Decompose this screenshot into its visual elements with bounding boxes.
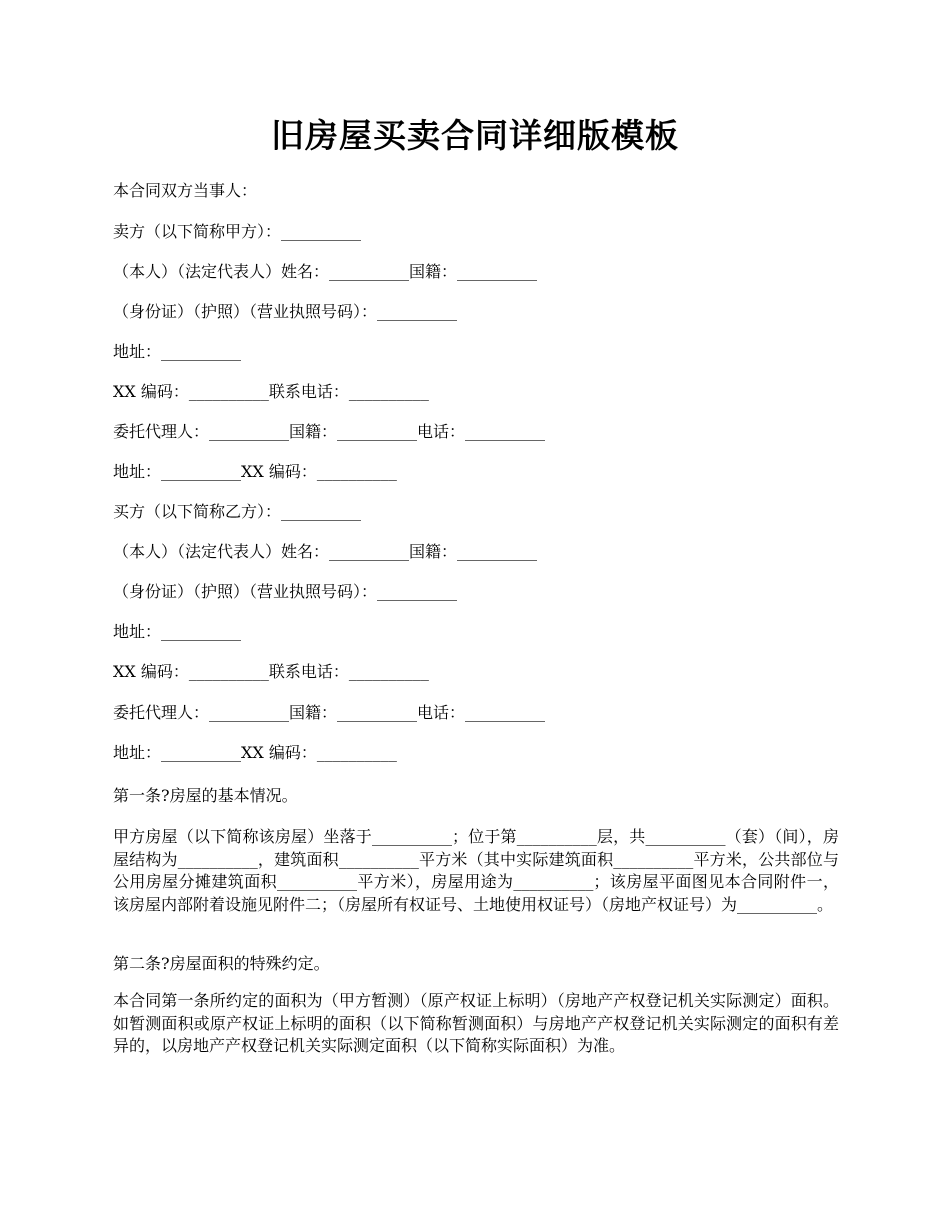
article-2-body: 本合同第一条所约定的面积为（甲方暂测）（原产权证上标明）（房地产产权登记机关实际测定）面积。如暂测面积或原产权证上标明的面积（以下简称暂测面积）与房地产产权登记机关实际测定的面积有差异的，以房地产产权登记机关实际测定面积（以下简称实际面积）为准。 [113, 991, 839, 1055]
document-title: 旧房屋买卖合同详细版模板 [271, 116, 679, 155]
buyer-postcode-phone: XX 编码：__________联系电话：__________ [113, 662, 429, 681]
seller-postcode-phone: XX 编码：__________联系电话：__________ [113, 382, 429, 401]
buyer-agent-line: 委托代理人：__________国籍：__________电话：__________ [113, 703, 546, 722]
seller-line: 卖方（以下简称甲方）：__________ [113, 222, 362, 241]
article-1-heading: 第一条?房屋的基本情况。 [113, 786, 298, 805]
parties-intro: 本合同双方当事人： [113, 181, 258, 200]
seller-address: 地址：__________ [113, 342, 242, 361]
seller-agent-address: 地址：__________XX 编码：__________ [113, 462, 397, 481]
article-1-body: 甲方房屋（以下简称该房屋）坐落于__________；位于第__________层，共__________（套）（间），房屋结构为__________，建筑面积__________平方米（其中实际建筑面积__________平方米，公共部位与公用房屋分摊建筑面积__________平方米），房屋用途为__________；该房屋平面图见本合同附件一，该房屋内部附着设施见附件二；（房屋所有权证号、土地使用权证号）（房地产权证号）为__________。 [113, 827, 839, 914]
buyer-id-line: （身份证）（护照）（营业执照号码）：__________ [113, 582, 458, 601]
buyer-line: 买方（以下简称乙方）：__________ [113, 502, 362, 521]
buyer-address: 地址：__________ [113, 622, 242, 641]
article-2-heading: 第二条?房屋面积的特殊约定。 [113, 954, 330, 973]
seller-id-line: （身份证）（护照）（营业执照号码）：__________ [113, 302, 458, 321]
buyer-name-nationality: （本人）（法定代表人）姓名：__________国籍：__________ [113, 542, 538, 561]
seller-agent-line: 委托代理人：__________国籍：__________电话：__________ [113, 422, 546, 441]
buyer-agent-address: 地址：__________XX 编码：__________ [113, 743, 397, 762]
seller-name-nationality: （本人）（法定代表人）姓名：__________国籍：__________ [113, 262, 538, 281]
